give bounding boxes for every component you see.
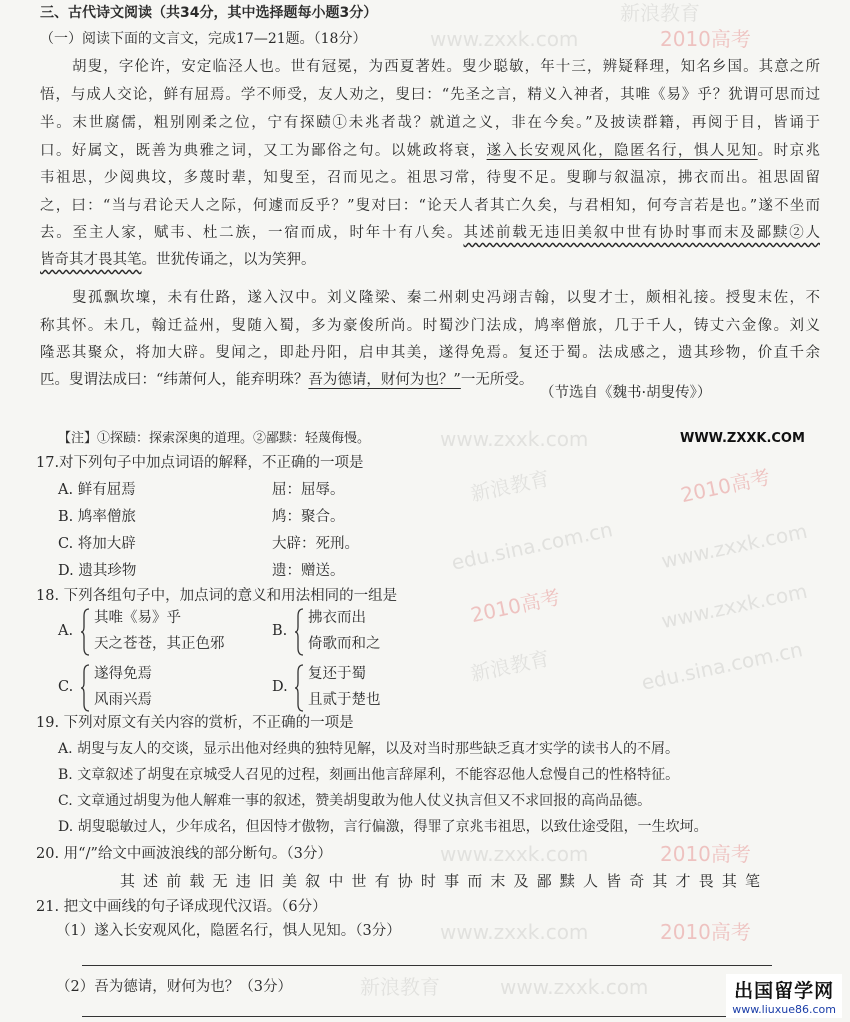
brace-icon [80, 608, 90, 656]
watermark: www.zxxk.com [500, 975, 649, 999]
sub-title: （一）阅读下面的文言文，完成17—21题。（18分） [40, 31, 367, 47]
q18-d-line2: 且贰于楚也 [308, 692, 381, 708]
q19-option-d: D. 胡叟聪敏过人，少年成名，但因恃才傲物，言行偏激，得罪了京兆韦祖思，以致仕途受阻，一生坎坷。 [58, 819, 708, 835]
q17-gloss-a: 屈：屈辱。 [272, 482, 345, 498]
passage-text: 韦祖思，少阅典坟，多蔑时辈，知叟至，召而见之。祖思习常，待叟不足。叟聊与叙温凉，拂衣而出。祖思固留 [40, 170, 820, 186]
passage-line [72, 287, 820, 309]
q21-item-1: （1）遂入长安观风化，隐匿名行，惧人见知。（3分） [56, 923, 401, 939]
q18-label-a: A. [58, 623, 74, 639]
passage-line [40, 112, 820, 134]
watermark: 2010高考 [660, 27, 751, 51]
q18-label-d: D. [272, 679, 288, 695]
passage-text: 悟，与成人交论，鲜有屈焉。学不师受，友人劝之，叟曰：“先圣之言，精义入神者，其唯《易》乎？犹谓可思而过 [40, 87, 820, 103]
watermark: www.zxxk.com [440, 427, 589, 451]
passage-text: 匹。叟谓法成曰：“纬萧何人，能弃明珠？ [40, 372, 309, 388]
q17-stem: 17.对下列句子中加点词语的解释，不正确的一项是 [36, 455, 364, 471]
passage-text: 去。至主人家，赋韦、杜二族，一宿而成，时年十有八矣。 [40, 225, 464, 241]
passage-line [40, 342, 820, 364]
section-title: 三、古代诗文阅读（共34分，其中选择题每小题3分） [40, 5, 378, 21]
q18-c-line1: 遂得免焉 [94, 666, 152, 682]
q18-label-b: B. [272, 623, 288, 639]
passage-line [72, 56, 820, 78]
q20-stem: 20. 用“/”给文中画波浪线的部分断句。（3分） [36, 846, 332, 862]
passage-text: 半。末世腐儒，粗别刚柔之位，宁有探赜①未兆者哉？就道之义，非在今矣。”及披读群籍，再阅于目，皆诵于 [40, 115, 820, 131]
q21-item-2: （2）吾为德请，财何为也？（3分） [56, 979, 292, 995]
passage-text: 之，曰：“当与君论天人之际，何遽而反乎？”叟对曰：“论天人者其亡久矣，与君相知，何夸言若是也。”遂不坐而 [40, 198, 820, 214]
brace-icon [294, 664, 304, 712]
q18-stem: 18. 下列各组句子中，加点词的意义和用法相同的一组是 [36, 588, 398, 604]
passage-text: 称其怀。未几，翰迁益州，叟随入蜀，多为豪俊所尚。时蜀沙门法成，鸠率僧旅，几于千人，铸丈六金像。刘义 [40, 318, 820, 334]
passage-line [40, 84, 820, 106]
watermark: www.zxxk.com [440, 920, 589, 944]
q17-option-a: A. 鲜有屈焉 [58, 482, 136, 498]
q21-stem: 21. 把文中画线的句子译成现代汉语。（6分） [36, 899, 327, 915]
passage-text: 。世犹传诵之，以为笑狎。 [141, 252, 316, 268]
watermark: www.zxxk.com [659, 518, 810, 574]
passage-note: 【注】①探赜：探索深奥的道理。②鄙黩：轻蔑侮慢。 [58, 431, 371, 446]
q19-option-b: B. 文章叙述了胡叟在京城受人召见的过程，刻画出他言辞犀利，不能容忍他人怠慢自己的性格特征。 [58, 767, 680, 783]
q19-stem: 19. 下列对原文有关内容的赏析，不正确的一项是 [36, 715, 354, 731]
q18-a-line2: 天之苍苍，其正色邪 [94, 636, 225, 652]
watermark: www.zxxk.com [659, 578, 810, 634]
underlined-sentence: 吾为德请，财何为也？” [308, 372, 461, 388]
q17-gloss-d: 遗：赠送。 [272, 563, 345, 579]
watermark: 2010高考 [468, 584, 563, 628]
passage-line [40, 195, 820, 217]
passage-text: 叟孤飘坎壈，未有仕路，遂入汉中。刘义隆梁、秦二州刺史冯翊吉翰，以叟才士，颇相礼接。授叟末佐，不 [72, 290, 820, 306]
logo-url: www.liuxue86.com [732, 1003, 836, 1016]
q17-gloss-c: 大辟：死刑。 [272, 536, 359, 552]
watermark: 新浪教育 [620, 1, 700, 25]
watermark: 2010高考 [678, 464, 773, 508]
q17-option-c: C. 将加大辟 [58, 536, 136, 552]
site-logo [726, 974, 842, 1018]
q18-label-c: C. [58, 679, 74, 695]
q18-c-line2: 风雨兴焉 [94, 692, 152, 708]
watermark: 2010高考 [660, 920, 751, 944]
wavy-underlined-sentence: 皆奇其才畏其笔 [40, 252, 142, 268]
passage-text: 一无所受。 [460, 372, 534, 388]
answer-line-2[interactable] [82, 1016, 772, 1017]
q17-option-b: B. 鸠率僧旅 [58, 509, 136, 525]
q20-sentence: 其述前载无违旧美叙中世有协时事而末及鄙黩人皆奇其才畏其笔 [120, 872, 760, 890]
passage-line [40, 222, 820, 244]
watermark: 新浪教育 [468, 465, 552, 507]
passage-text: 隆恶其聚众，将加大辟。叟闻之，即赴丹阳，启申其美，遂得免焉。复还于蜀。法成感之，遗其珍物，价直千余 [40, 345, 820, 361]
passage-text: 口。好属文，既善为典雅之词，又工为鄙俗之句。以姚政将衰， [40, 143, 487, 159]
logo-name: 出国留学网 [734, 980, 835, 1002]
watermark: 新浪教育 [468, 645, 552, 687]
q19-option-c: C. 文章通过胡叟为他人解难一事的叙述，赞美胡叟敢为他人仗义执言但又不求回报的高尚品德。 [58, 793, 652, 809]
passage-line [40, 167, 820, 189]
answer-line-1[interactable] [82, 965, 772, 966]
wavy-underlined-sentence: 其述前载无违旧美叙中世有协时事而末及鄙黩②人 [463, 225, 820, 241]
watermark: 新浪教育 [360, 975, 440, 999]
passage-text: 。时京兆 [757, 143, 821, 159]
passage-text: 胡叟，字伦许，安定临泾人也。世有冠冕，为西夏著姓。叟少聪敏，年十三，辨疑释理，知名乡国。其意之所 [72, 59, 820, 75]
q17-option-d: D. 遗其珍物 [58, 563, 137, 579]
passage-source: （节选自《魏书·胡叟传》） [540, 385, 712, 401]
watermark: www.zxxk.com [430, 27, 579, 51]
passage-line [40, 315, 820, 337]
q18-a-line1: 其唯《易》乎 [94, 610, 181, 626]
q18-d-line1: 复还于蜀 [308, 666, 366, 682]
q18-b-line1: 拂衣而出 [308, 610, 366, 626]
watermark: edu.sina.com.cn [449, 517, 615, 575]
q18-b-line2: 倚歌而和之 [308, 636, 381, 652]
watermark: edu.sina.com.cn [639, 637, 805, 695]
q17-gloss-b: 鸠：聚合。 [272, 509, 345, 525]
passage-line [40, 249, 820, 271]
brace-icon [80, 664, 90, 712]
watermark: www.zxxk.com [440, 842, 589, 866]
watermark-zxxk: WWW.ZXXK.COM [680, 431, 805, 446]
passage-line [40, 140, 820, 162]
underlined-sentence: 遂入长安观风化，隐匿名行，惧人见知 [486, 143, 758, 159]
brace-icon [294, 608, 304, 656]
q19-option-a: A. 胡叟与友人的交谈，显示出他对经典的独特见解，以及对当时那些缺乏真才实学的读书人的不屑。 [58, 741, 680, 757]
watermark: 2010高考 [660, 842, 751, 866]
